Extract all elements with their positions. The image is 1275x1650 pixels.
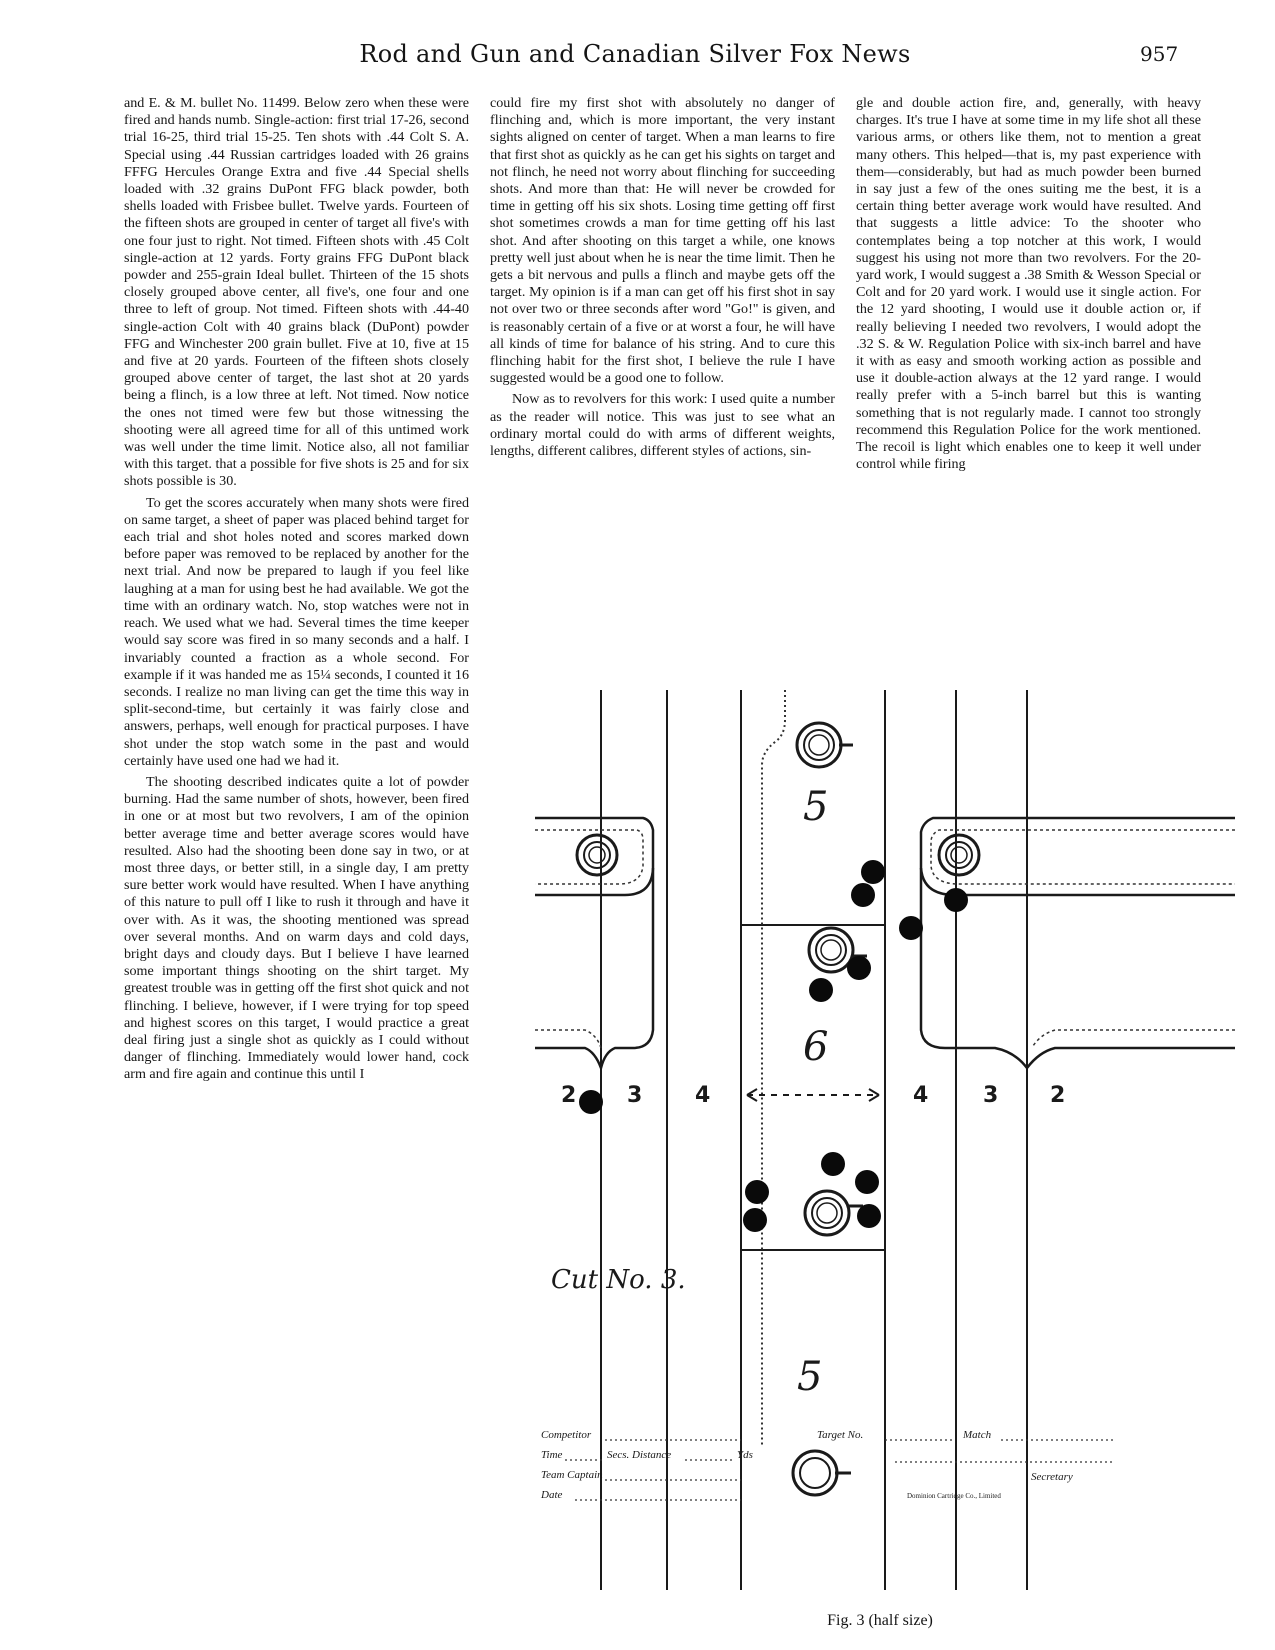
distance-arrow xyxy=(747,1089,879,1101)
form-label-competitor: Competitor xyxy=(541,1429,592,1441)
shot-hole xyxy=(855,1170,879,1194)
zone-label-six: 6 xyxy=(803,1024,829,1070)
form-label-secs-distance: Secs. Distance xyxy=(607,1449,672,1461)
paragraph: could fire my first shot with absolutely no danger of flinching and, which is more important, the very instant sights aligned on center of target. When a man learns to fire that first shot as quickly as he can get his sights on target and not flinch, he need not worry about flinching for succeeding shots. And more than that: He will never be crowded for time in getting off his six shots. Losing time getting off first shot sometimes crowds a man for time getting off his last shot. And after shooting on this target a while, one knows pretty well just about when he is near the time limit. Then he gets a bit nervous and pulls a flinch and maybe gets off the target. My opinion is if a man can get off his first shot in say not over two or three seconds after word "Go!" is given, and is reasonably certain of a five or at worst a four, he will have all kinds of time for balance of his string. And to cure this flinching habit for the first shot, I believe the rule I have suggested would be a good one to follow. xyxy=(490,95,835,387)
button xyxy=(797,723,853,767)
paragraph: gle and double action fire, and, generally, with heavy charges. It's true I have at some time in my life shot all these various arms, or others like them, not to mention a great many others. This helped—that is, my past experience with them—considerably, but had as much powder been burned in say just a few of the ones suiting me the best, it is a certain thing better average work would have resulted. And that suggests a little advice: To the shooter who contemplates being a top notcher at this work, I would suggest his using not more than two revolvers. For the 20-yard work, I would suggest a .38 Smith & Wesson Special or Colt and for 20 yard work. I would use it single action. For the 12 yard shooting, I would use it double action or, if really believing I needed two revolvers, I would adopt the .32 S. & W. Regulation Police with six-inch barrel and have it with as easy and smooth working action as possible and use it double-action always at the 12 yard range. I would really prefer with a 5-inch barrel but this is wanting something that is not regularly made. I cannot too strongly recommend this Regulation Police for the work mentioned. The recoil is light which enables one to keep it well under control while firing xyxy=(856,95,1201,473)
shot-holes xyxy=(579,860,968,1232)
figure-caption: Fig. 3 (half size) xyxy=(827,1612,933,1629)
placket-stitching xyxy=(762,690,785,1445)
entry-form xyxy=(540,1429,1073,1501)
zone-label-4-right: 4 xyxy=(913,1083,929,1108)
running-header xyxy=(0,40,1275,74)
shot-hole xyxy=(851,883,875,907)
page-number: 957 xyxy=(1140,42,1179,66)
shot-hole xyxy=(821,1152,845,1176)
form-label-yds: Yds xyxy=(737,1449,753,1461)
form-label-match: Match xyxy=(963,1429,992,1441)
paragraph: Now as to revolvers for this work: I used quite a number as the reader will notice. This was just to see what an ordinary mortal could do with arms of different weights, lengths, different calibres, different styles of actions, sin- xyxy=(490,391,835,460)
shot-hole xyxy=(809,978,833,1002)
shirt-target-drawing xyxy=(541,690,1210,1590)
zone-label-2-left: 2 xyxy=(561,1083,577,1108)
form-label-team-captain: Team Captain xyxy=(541,1469,603,1481)
form-label-date: Date xyxy=(541,1489,563,1501)
zone-label-3-right: 3 xyxy=(983,1083,999,1108)
shot-hole xyxy=(899,916,923,940)
cut-number-label: Cut No. 3. xyxy=(551,1265,686,1295)
zone-label-4-left: 4 xyxy=(695,1083,711,1108)
form-label-secretary: Secretary xyxy=(1031,1471,1073,1483)
shirt-target-figure xyxy=(541,690,1210,1590)
shot-hole xyxy=(857,1204,881,1228)
shot-hole xyxy=(847,956,871,980)
text-column-3 xyxy=(856,95,1201,670)
zone-label-five-bottom: 5 xyxy=(797,1354,823,1400)
zone-label-3-left: 3 xyxy=(627,1083,643,1108)
shot-hole xyxy=(861,860,885,884)
publication-title: Rod and Gun and Canadian Silver Fox News xyxy=(359,40,911,68)
paragraph: and E. & M. bullet No. 11499. Below zero when these were fired and hands numb. Single-action: first trial 17-26, second trial 16-25, third trial 15-25. Ten shots with .44 Colt S. A. Special using .44 Russian cartridges loaded with 26 grains FFFG Hercules Orange Extra and five .44 Special shells loaded with .32 grains DuPont FFG black powder, both shells loaded with Frisbee bullet. Twelve yards. Fourteen of the fifteen shots are grouped in center of target all five's with one four just to right. Not timed. Fifteen shots with .45 Colt single-action at 12 yards. Forty grains FFG DuPont black powder and 255-grain Ideal bullet. Thirteen of the 15 shots closely grouped above center, all five's, one four and one three to left of group. Not timed. Fifteen shots with .44-40 single-action Colt with 40 grains black (DuPont) powder FFG and Winchester 200 grain bullet. Five at 10, five at 15 and five at 20 yards. Fourteen of the fifteen shots closely grouped above center of target, the last shot at 20 yards being a flinch, is a low three at left. Not timed. Now notice the ones not timed were few but those witnessing the shooting were all agreed time for all of this untimed work was well under the time limit. Notice also, all not familiar with this target. that a possible for five shots is 25 and for six shots possible is 30. xyxy=(124,95,469,490)
button xyxy=(577,835,617,875)
text-column-2 xyxy=(490,95,835,670)
zone-label-2-right: 2 xyxy=(1050,1083,1066,1108)
form-maker-imprint: Dominion Cartridge Co., Limited xyxy=(907,1492,1001,1500)
zone-label-five-top: 5 xyxy=(803,784,829,830)
button xyxy=(939,835,979,875)
button xyxy=(805,1191,863,1235)
form-label-target-no: Target No. xyxy=(817,1429,864,1441)
text-column-1 xyxy=(124,95,469,1630)
left-pocket xyxy=(535,818,653,1068)
form-label-time: Time xyxy=(541,1449,563,1461)
shot-hole xyxy=(579,1090,603,1114)
shot-hole xyxy=(944,888,968,912)
right-pocket xyxy=(921,818,1235,1068)
button xyxy=(793,1451,851,1495)
paragraph: To get the scores accurately when many shots were fired on same target, a sheet of paper was placed behind target for each trial and shot holes noted and scores marked down before paper was removed to be replaced by another for the next trial. And now be prepared to laugh if you feel like laughing at a man for using best he had available. We got the time with an ordinary watch. No, stop watches were not in reach. We used what we had. Several times the time keeper would say score was fired in so many seconds and a half. I invariably counted a fraction as a whole second. For example if it was handed me as 15¼ seconds, I counted it 16 seconds. I realize no man living can get the time this way in split-second-time, but certainly it was fairly close and answers, perhaps, well enough for practical purposes. I have shot under the stop watch some in the past and would certainly have used one had we had it. xyxy=(124,494,469,769)
paragraph: The shooting described indicates quite a lot of powder burning. Had the same number of shots, however, been fired in one or at most but two revolvers, I am of the opinion better average time and better average scores would have resulted. Also had the shooting been done say in two, or at most three days, or better still, in a single day, I am pretty sure better work would have resulted. When I have anything of this nature to pull off I like to rush it through and have it over with. As it was, the shooting mentioned was spread over several months. And on warm days and cold days, bright days and cloudy days. But I believe I have learned some important things shooting on the shirt target. My greatest trouble was in getting off the first shot quick and not flinching. I believe, however, if I were trying for top speed and highest scores on this target, I would practice a great deal firing just a single shot as quickly as I could without danger of flinching. Immediately would lower hand, cock arm and fire again and continue this until I xyxy=(124,773,469,1083)
shirt-buttons xyxy=(577,723,979,1495)
shot-hole xyxy=(745,1180,769,1204)
shot-hole xyxy=(743,1208,767,1232)
